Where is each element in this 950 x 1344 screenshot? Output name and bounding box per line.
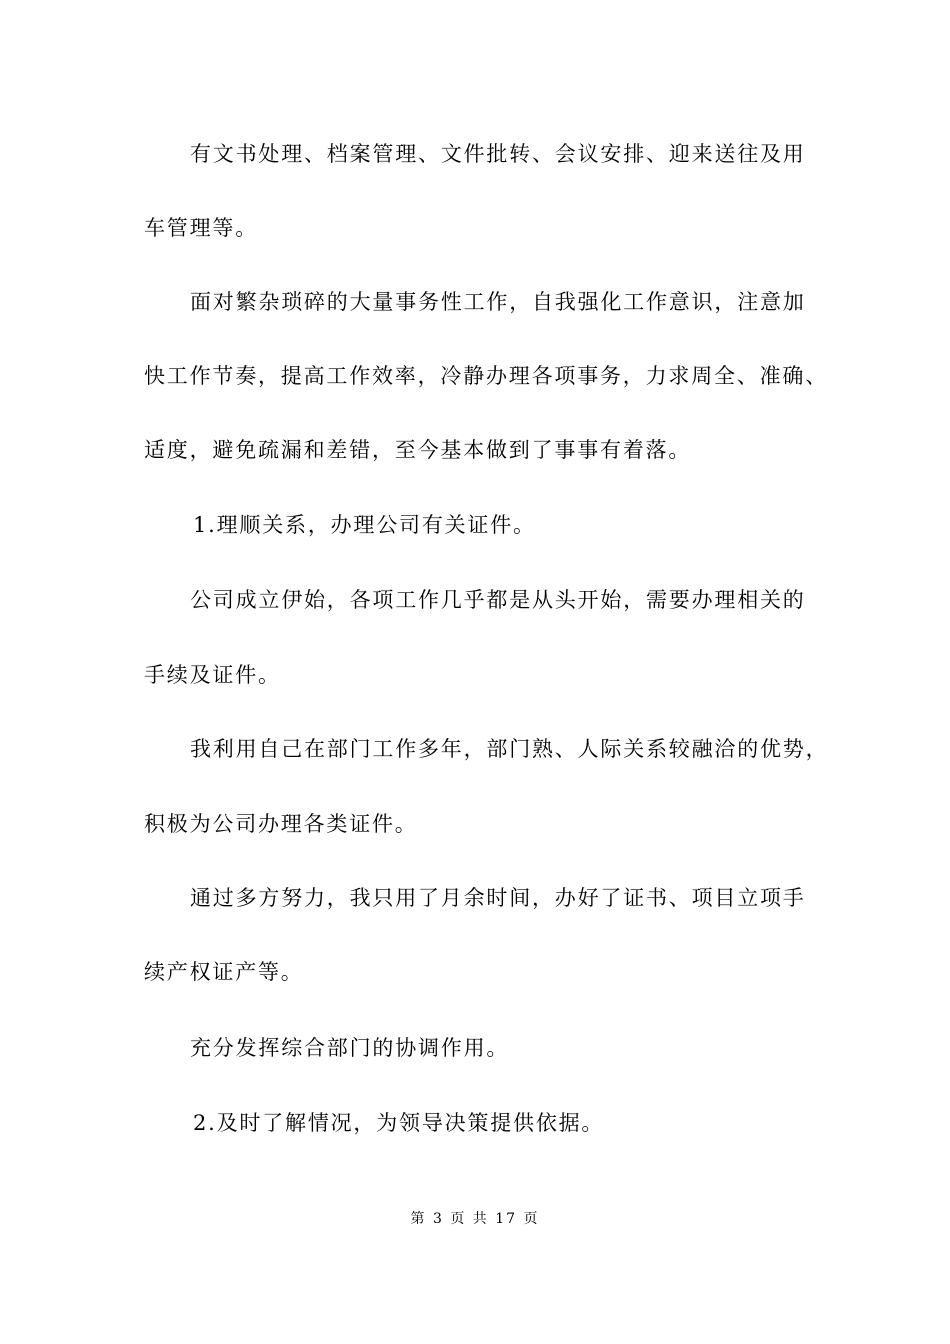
footer-total-pages: 17 bbox=[495, 1211, 518, 1227]
footer-middle: 页 共 bbox=[450, 1211, 489, 1227]
paragraph-6-line-2: 续产权证产等。 bbox=[144, 960, 304, 984]
paragraph-7-line-1: 充分发挥综合部门的协调作用。 bbox=[190, 1036, 510, 1060]
paragraph-1-line-2: 车管理等。 bbox=[144, 216, 258, 240]
paragraph-6-line-1: 通过多方努力，我只用了月余时间，办好了证书、项目立项手 bbox=[190, 886, 806, 910]
paragraph-3-heading: 1.理顺关系，办理公司有关证件。 bbox=[193, 513, 536, 537]
paragraph-2-line-2: 快工作节奏，提高工作效率，冷静办理各项事务，力求周全、准确、 bbox=[144, 364, 828, 388]
paragraph-2-line-3: 适度，避免疏漏和差错，至今基本做到了事事有着落。 bbox=[144, 438, 692, 462]
page-footer bbox=[0, 1210, 950, 1228]
footer-prefix: 第 bbox=[410, 1211, 427, 1227]
paragraph-1-line-1: 有文书处理、档案管理、文件批转、会议安排、迎来送往及用 bbox=[190, 142, 806, 166]
paragraph-8-heading: 2.及时了解情况，为领导决策提供依据。 bbox=[193, 1111, 605, 1135]
paragraph-5-line-2: 积极为公司办理各类证件。 bbox=[144, 812, 418, 836]
paragraph-4-line-1: 公司成立伊始，各项工作几乎都是从头开始，需要办理相关的 bbox=[190, 588, 806, 612]
paragraph-2-line-1: 面对繁杂琐碎的大量事务性工作，自我强化工作意识，注意加 bbox=[190, 290, 806, 314]
footer-suffix: 页 bbox=[523, 1211, 540, 1227]
paragraph-4-line-2: 手续及证件。 bbox=[144, 663, 281, 687]
footer-current-page: 3 bbox=[432, 1211, 444, 1227]
paragraph-5-line-1: 我利用自己在部门工作多年，部门熟、人际关系较融洽的优势， bbox=[190, 737, 829, 761]
